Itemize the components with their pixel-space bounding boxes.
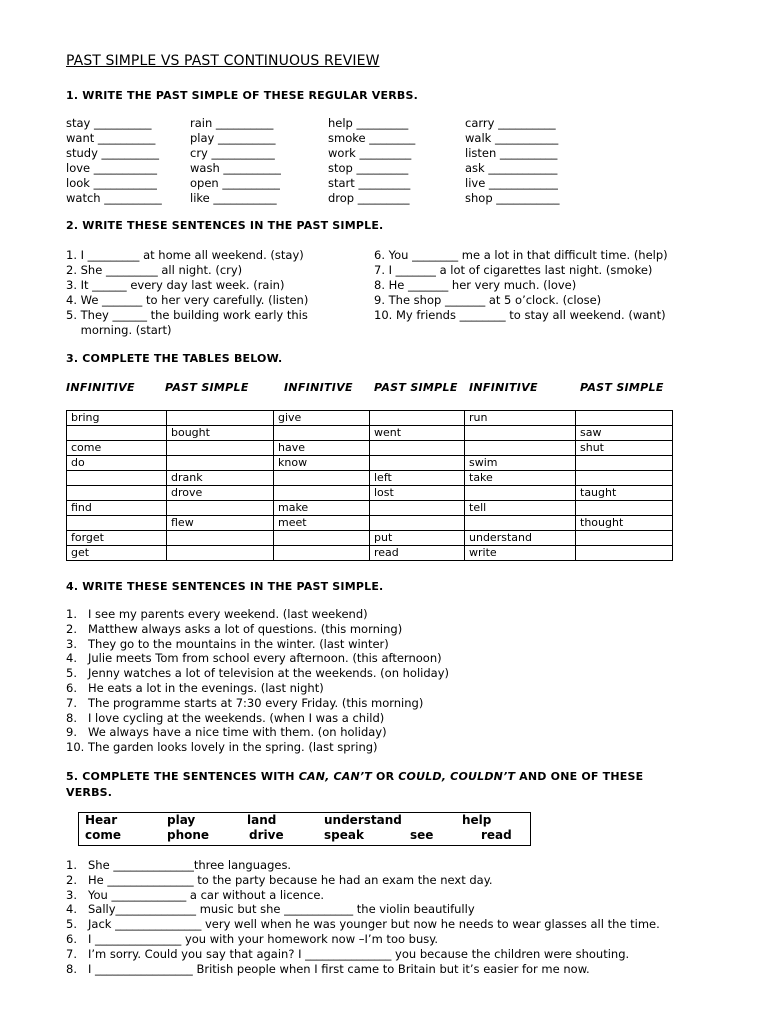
table-row (67, 456, 673, 471)
verb-item: live ____________ (465, 176, 558, 190)
sentence-item: 7. I _______ a lot of cigarettes last night. (smoke) (374, 263, 653, 277)
table-cell (274, 546, 370, 561)
verb-item: study __________ (66, 146, 160, 160)
verb-item: play __________ (190, 131, 276, 145)
verb-option: help (462, 813, 492, 827)
item-number: 9. (66, 725, 77, 740)
section-5-heading-line2: VERBS. (66, 786, 113, 799)
list-item: I _________________ British people when I first came to Britain but it’s easier for me now. (88, 961, 590, 976)
verb-box (78, 812, 531, 846)
table-cell (274, 426, 370, 441)
table-cell: lost (370, 486, 465, 501)
item-number: 8. (66, 961, 77, 976)
section-2-heading: 2. WRITE THESE SENTENCES IN THE PAST SIMPLE. (66, 219, 384, 232)
heading-part: AND ONE OF THESE (515, 770, 644, 783)
list-item: I’m sorry. Could you say that again? I _______________ you because the children were shouting. (88, 946, 630, 961)
sentence-item: 1. I _________ at home all weekend. (stay) (66, 248, 304, 262)
verb-item: ask ____________ (465, 161, 558, 175)
table-cell (167, 531, 274, 546)
item-number: 4. (66, 651, 77, 666)
table-cell (576, 411, 673, 426)
table-cell (370, 516, 465, 531)
verb-item: carry __________ (465, 116, 556, 130)
list-item: They go to the mountains in the winter. (last winter) (88, 636, 389, 651)
table-cell: give (274, 411, 370, 426)
sentence-item: 9. The shop _______ at 5 o’clock. (close) (374, 293, 602, 307)
verb-item: wash __________ (190, 161, 281, 175)
verb-option: Hear (85, 813, 118, 827)
table-row (67, 471, 673, 486)
item-number: 6. (66, 681, 77, 695)
table-cell: thought (576, 516, 673, 531)
item-number: 3. (66, 636, 77, 651)
item-number: 1. (66, 607, 77, 621)
table-cell (67, 516, 167, 531)
verb-item: open __________ (190, 176, 280, 190)
item-number: 8. (66, 710, 77, 725)
table-cell: flew (167, 516, 274, 531)
table-cell: taught (576, 486, 673, 501)
item-number: 4. (66, 902, 77, 917)
verb-item: drop _________ (328, 191, 410, 205)
table-cell (576, 531, 673, 546)
item-number: 2. (66, 621, 77, 636)
table-cell: come (67, 441, 167, 456)
verb-option: understand (324, 813, 402, 827)
item-number: 7. (66, 946, 77, 961)
table-cell (370, 456, 465, 471)
table-row (67, 411, 673, 426)
verb-item: smoke ________ (328, 131, 416, 145)
table-cell: put (370, 531, 465, 546)
item-number: 2. (66, 872, 77, 887)
table-cell: understand (465, 531, 576, 546)
sentence-item: 6. You ________ me a lot in that difficult time. (help) (374, 248, 668, 262)
verb-option: phone (167, 828, 210, 842)
table-cell: find (67, 501, 167, 516)
table-cell: run (465, 411, 576, 426)
table-cell: read (370, 546, 465, 561)
table-cell: do (67, 456, 167, 471)
table-row (67, 441, 673, 456)
table-row (67, 546, 673, 561)
verb-item: watch __________ (66, 191, 162, 205)
table-cell (465, 426, 576, 441)
verb-item: want __________ (66, 131, 156, 145)
section-4-heading: 4. WRITE THESE SENTENCES IN THE PAST SIMPLE. (66, 580, 384, 593)
verb-item: help _________ (328, 116, 409, 130)
worksheet-title: PAST SIMPLE VS PAST CONTINUOUS REVIEW (66, 53, 380, 69)
list-item: She ______________three languages. (88, 858, 292, 872)
verb-item: listen __________ (465, 146, 558, 160)
table-header: INFINITIVE (284, 381, 353, 394)
list-item: I love cycling at the weekends. (when I was a child) (88, 710, 385, 725)
list-item: Matthew always asks a lot of questions. (this morning) (88, 621, 403, 636)
verb-item: shop ___________ (465, 191, 560, 205)
table-cell (465, 441, 576, 456)
item-number: 5. (66, 666, 77, 681)
table-cell (67, 486, 167, 501)
table-cell: drove (167, 486, 274, 501)
table-row (67, 531, 673, 546)
verb-item: like ___________ (190, 191, 277, 205)
table-cell: went (370, 426, 465, 441)
table-cell (576, 471, 673, 486)
table-row (67, 426, 673, 441)
sentence-item: 10. My friends ________ to stay all weekend. (want) (374, 308, 666, 322)
heading-can: CAN, CAN’T (298, 770, 372, 783)
table-cell (274, 471, 370, 486)
sentence-item: 5. They ______ the building work early this (66, 308, 308, 322)
table-cell (370, 411, 465, 426)
verb-item: stay __________ (66, 116, 152, 130)
item-number: 6. (66, 932, 77, 946)
list-item: The garden looks lovely in the spring. (last spring) (88, 740, 378, 755)
table-header: INFINITIVE (469, 381, 538, 394)
list-item: I see my parents every weekend. (last weekend) (88, 607, 368, 621)
list-item: Sally______________ music but she ____________ the violin beautifully (88, 902, 475, 917)
item-number: 3. (66, 887, 77, 902)
table-cell (370, 501, 465, 516)
table-cell (67, 426, 167, 441)
verb-item: rain __________ (190, 116, 274, 130)
verb-item: start _________ (328, 176, 411, 190)
heading-part: 5. COMPLETE THE SENTENCES WITH (66, 770, 299, 783)
verb-item: stop _________ (328, 161, 409, 175)
table-header: PAST SIMPLE (165, 381, 249, 394)
table-cell: tell (465, 501, 576, 516)
item-number: 5. (66, 917, 77, 932)
table-cell (67, 471, 167, 486)
table-cell (370, 441, 465, 456)
table-cell: make (274, 501, 370, 516)
table-row (67, 486, 673, 501)
verb-item: look ___________ (66, 176, 157, 190)
table-cell: shut (576, 441, 673, 456)
table-cell: forget (67, 531, 167, 546)
table-cell: bring (67, 411, 167, 426)
table-header: PAST SIMPLE (374, 381, 458, 394)
verb-option: come (85, 828, 121, 842)
table-header: INFINITIVE (66, 381, 135, 394)
table-cell (167, 441, 274, 456)
table-cell (576, 456, 673, 471)
list-item: Jenny watches a lot of television at the weekends. (on holiday) (88, 666, 449, 681)
irregular-verbs-table (66, 410, 673, 561)
list-item: Jack _______________ very well when he was younger but now he needs to wear glasses all the time. (88, 917, 660, 932)
list-item: You _____________ a car without a licence. (88, 887, 325, 902)
table-cell: left (370, 471, 465, 486)
list-item: We always have a nice time with them. (on holiday) (88, 725, 387, 740)
list-item: Julie meets Tom from school every afternoon. (this afternoon) (88, 651, 442, 666)
table-cell (167, 456, 274, 471)
verb-option: land (247, 813, 277, 827)
verb-option: play (167, 813, 196, 827)
table-header: PAST SIMPLE (580, 381, 664, 394)
table-cell: bought (167, 426, 274, 441)
verb-item: walk ___________ (465, 131, 559, 145)
table-cell: drank (167, 471, 274, 486)
verb-option: drive (249, 828, 284, 842)
table-cell (274, 486, 370, 501)
table-cell: get (67, 546, 167, 561)
verb-item: work _________ (328, 146, 412, 160)
table-cell: have (274, 441, 370, 456)
table-cell (274, 531, 370, 546)
section-3-heading: 3. COMPLETE THE TABLES BELOW. (66, 352, 283, 365)
item-number: 1. (66, 858, 77, 872)
list-item: He _______________ to the party because he had an exam the next day. (88, 872, 493, 887)
table-cell: meet (274, 516, 370, 531)
sentence-item: 4. We _______ to her very carefully. (listen) (66, 293, 309, 307)
table-cell (167, 411, 274, 426)
sentence-item: morning. (start) (66, 323, 172, 337)
sentence-item: 8. He _______ her very much. (love) (374, 278, 577, 292)
table-cell: know (274, 456, 370, 471)
table-cell: write (465, 546, 576, 561)
item-number: 7. (66, 695, 77, 710)
table-cell: swim (465, 456, 576, 471)
heading-part: OR (371, 770, 399, 783)
table-row (67, 516, 673, 531)
table-cell (576, 501, 673, 516)
verb-option: speak (324, 828, 364, 842)
table-cell (465, 486, 576, 501)
list-item: He eats a lot in the evenings. (last night) (88, 681, 324, 695)
item-number: 10. (66, 740, 85, 755)
table-cell (167, 546, 274, 561)
sentence-item: 2. She _________ all night. (cry) (66, 263, 243, 277)
section-5-heading (66, 770, 643, 783)
list-item: The programme starts at 7:30 every Friday. (this morning) (88, 695, 424, 710)
table-cell (465, 516, 576, 531)
table-cell (167, 501, 274, 516)
sentence-item: 3. It ______ every day last week. (rain) (66, 278, 285, 292)
heading-could: COULD, COULDN’T (398, 770, 516, 783)
verb-item: cry ___________ (190, 146, 275, 160)
list-item: I _______________ you with your homework now –I’m too busy. (88, 932, 439, 946)
table-cell: take (465, 471, 576, 486)
verb-option: read (481, 828, 512, 842)
table-row (67, 501, 673, 516)
verb-item: love ___________ (66, 161, 158, 175)
table-cell: saw (576, 426, 673, 441)
section-1-heading: 1. WRITE THE PAST SIMPLE OF THESE REGULAR VERBS. (66, 89, 418, 102)
verb-option: see (410, 828, 434, 842)
table-cell (576, 546, 673, 561)
